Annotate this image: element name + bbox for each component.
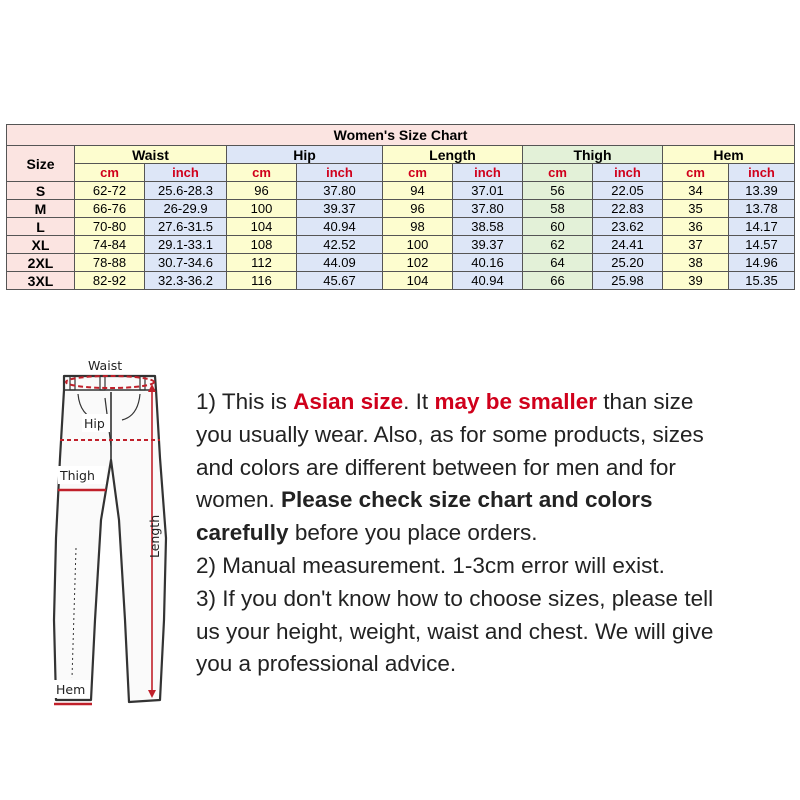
size-chart-table xyxy=(6,124,795,290)
waist-label: Waist xyxy=(88,358,123,373)
table-cell: 56 xyxy=(523,182,593,200)
table-cell: 66-76 xyxy=(75,200,145,218)
table-cell: 104 xyxy=(227,218,297,236)
note-2: 2) Manual measurement. 1-3cm error will exist. xyxy=(196,552,665,578)
table-cell: 13.78 xyxy=(729,200,795,218)
table-cell: 78-88 xyxy=(75,254,145,272)
table-cell: 108 xyxy=(227,236,297,254)
group-header-length: Length xyxy=(383,146,523,164)
size-label: 3XL xyxy=(7,272,75,290)
table-cell: 44.09 xyxy=(297,254,383,272)
note-1-line-5 xyxy=(196,517,796,550)
table-cell: 104 xyxy=(383,272,453,290)
table-cell: 13.39 xyxy=(729,182,795,200)
table-cell: 14.17 xyxy=(729,218,795,236)
unit-header: inch xyxy=(145,164,227,182)
table-cell: 14.57 xyxy=(729,236,795,254)
table-cell: 40.16 xyxy=(453,254,523,272)
unit-header: cm xyxy=(663,164,729,182)
size-label: S xyxy=(7,182,75,200)
table-cell: 23.62 xyxy=(593,218,663,236)
table-cell: 37.80 xyxy=(297,182,383,200)
table-cell: 100 xyxy=(383,236,453,254)
table-cell: 42.52 xyxy=(297,236,383,254)
table-cell: 27.6-31.5 xyxy=(145,218,227,236)
table-row xyxy=(7,254,795,272)
unit-header: cm xyxy=(523,164,593,182)
table-cell: 74-84 xyxy=(75,236,145,254)
table-cell: 66 xyxy=(523,272,593,290)
group-header-thigh: Thigh xyxy=(523,146,663,164)
note-3-line-2: us your height, weight, waist and chest. We will give xyxy=(196,618,714,644)
table-cell: 82-92 xyxy=(75,272,145,290)
table-cell: 25.98 xyxy=(593,272,663,290)
note-3-line-3: you a professional advice. xyxy=(196,651,457,677)
table-row xyxy=(7,272,795,290)
table-cell: 70-80 xyxy=(75,218,145,236)
table-row xyxy=(7,200,795,218)
group-header-hem: Hem xyxy=(663,146,795,164)
table-cell: 40.94 xyxy=(453,272,523,290)
note-3-line-1: 3) If you don't know how to choose sizes, please tell xyxy=(196,585,714,611)
table-cell: 14.96 xyxy=(729,254,795,272)
size-label: L xyxy=(7,218,75,236)
length-label: Length xyxy=(147,514,162,558)
table-cell: 37.01 xyxy=(453,182,523,200)
table-cell: 45.67 xyxy=(297,272,383,290)
unit-header: cm xyxy=(75,164,145,182)
note-bold: carefully xyxy=(196,520,289,546)
note-text: 1) This is xyxy=(196,389,294,414)
table-cell: 38 xyxy=(663,254,729,272)
table-cell: 34 xyxy=(663,182,729,200)
note-1-line-3: and colors are different between for men and for xyxy=(196,454,676,480)
table-cell: 102 xyxy=(383,254,453,272)
group-header-hip: Hip xyxy=(227,146,383,164)
note-text: before you place orders. xyxy=(288,520,538,546)
table-cell: 38.58 xyxy=(453,218,523,236)
size-label: 2XL xyxy=(7,254,75,272)
table-cell: 40.94 xyxy=(297,218,383,236)
table-cell: 96 xyxy=(227,182,297,200)
table-cell: 24.41 xyxy=(593,236,663,254)
note-text: women. xyxy=(196,487,282,513)
unit-header: inch xyxy=(297,164,383,182)
table-cell: 32.3-36.2 xyxy=(145,272,227,290)
table-cell: 25.6-28.3 xyxy=(145,182,227,200)
table-cell: 64 xyxy=(523,254,593,272)
table-cell: 39 xyxy=(663,272,729,290)
table-cell: 116 xyxy=(227,272,297,290)
table-cell: 36 xyxy=(663,218,729,236)
hem-label: Hem xyxy=(56,682,86,697)
note-text: than size xyxy=(597,389,694,414)
table-cell: 37.80 xyxy=(453,200,523,218)
table-row xyxy=(7,218,795,236)
note-bold: Please check size chart and colors xyxy=(281,487,653,513)
table-cell: 29.1-33.1 xyxy=(145,236,227,254)
size-label: XL xyxy=(7,236,75,254)
note-highlight: may be smaller xyxy=(434,389,598,414)
table-cell: 35 xyxy=(663,200,729,218)
note-1-line-1 xyxy=(196,386,796,419)
table-row xyxy=(7,236,795,254)
table-cell: 15.35 xyxy=(729,272,795,290)
table-cell: 39.37 xyxy=(453,236,523,254)
table-cell: 22.83 xyxy=(593,200,663,218)
unit-header: cm xyxy=(383,164,453,182)
thigh-label: Thigh xyxy=(60,468,95,483)
size-label: M xyxy=(7,200,75,218)
hip-label: Hip xyxy=(84,416,105,431)
table-cell: 62 xyxy=(523,236,593,254)
unit-header: cm xyxy=(227,164,297,182)
table-cell: 96 xyxy=(383,200,453,218)
table-cell: 100 xyxy=(227,200,297,218)
chart-title: Women's Size Chart xyxy=(7,125,795,146)
table-cell: 26-29.9 xyxy=(145,200,227,218)
table-cell: 62-72 xyxy=(75,182,145,200)
unit-header: inch xyxy=(593,164,663,182)
note-1-line-4 xyxy=(196,484,796,517)
table-cell: 60 xyxy=(523,218,593,236)
table-cell: 25.20 xyxy=(593,254,663,272)
size-column-header: Size xyxy=(7,146,75,182)
note-text: . It xyxy=(403,389,435,414)
size-chart xyxy=(6,124,794,290)
table-cell: 112 xyxy=(227,254,297,272)
table-cell: 30.7-34.6 xyxy=(145,254,227,272)
size-rows xyxy=(7,182,795,290)
size-notes xyxy=(196,386,796,681)
table-row xyxy=(7,182,795,200)
unit-header: inch xyxy=(729,164,795,182)
note-1-line-2: you usually wear. Also, as for some products, sizes xyxy=(196,421,704,447)
unit-header: inch xyxy=(453,164,523,182)
table-cell: 22.05 xyxy=(593,182,663,200)
note-highlight: Asian size xyxy=(293,389,404,414)
group-header-waist: Waist xyxy=(75,146,227,164)
pants-measurement-diagram xyxy=(40,358,190,718)
table-cell: 58 xyxy=(523,200,593,218)
table-cell: 98 xyxy=(383,218,453,236)
table-cell: 94 xyxy=(383,182,453,200)
table-cell: 37 xyxy=(663,236,729,254)
table-cell: 39.37 xyxy=(297,200,383,218)
